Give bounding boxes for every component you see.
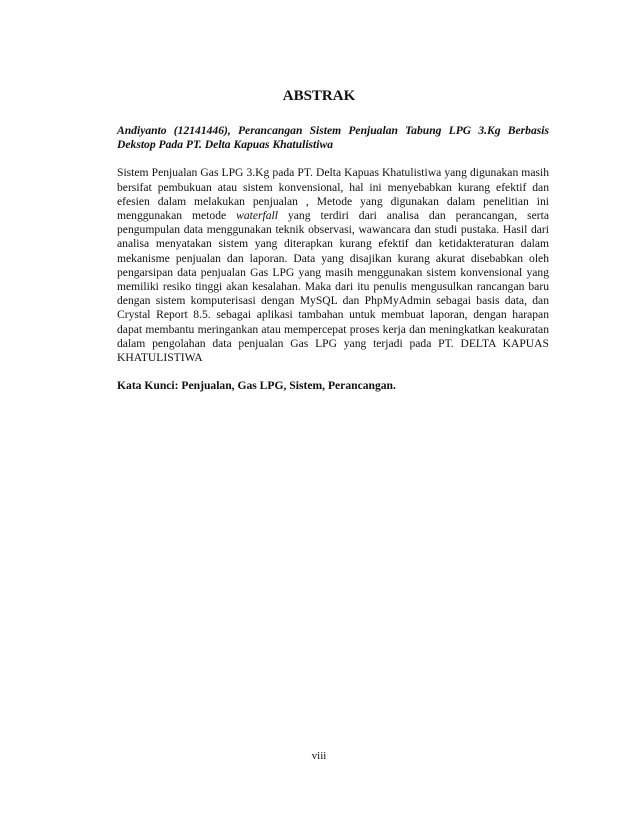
abstract-content <box>117 124 549 393</box>
abstract-body-italic: waterfall <box>236 209 278 223</box>
page-title: ABSTRAK <box>282 88 356 104</box>
keywords: Kata Kunci: Penjualan, Gas LPG, Sistem, Perancangan. <box>117 379 396 393</box>
page-number: viii <box>311 750 327 762</box>
abstract-body <box>117 166 549 365</box>
abstract-body-text-1: Sistem Penjualan Gas LPG 3.Kg pada PT. Delta Kapuas Khatulistiwa yang digunakan masih bersifat pembukuan atau sistem konvensional, hal ini menyebabkan kurang efektif dan efesien dalam melakukan penjualan , Metode yang digunakan dalam penelitian ini menggunakan metode <box>117 166 549 223</box>
abstract-heading: Andiyanto (12141446), Perancangan Sistem Penjualan Tabung LPG 3.Kg Berbasis Dekstop Pada PT. Delta Kapuas Khatulistiwa <box>117 124 549 152</box>
abstract-body-text-2: yang terdiri dari analisa dan perancangan, serta pengumpulan data menggunakan teknik observasi, wawancara dan studi pustaka. Hasil dari analisa menyatakan sistem yang diterapkan kurang efektif dan ketidakteraturan dalam mekanisme penjualan dan laporan. Data yang disajikan kurang akurat disebabkan oleh pengarsipan data penjualan Gas LPG yang masih menggunakan sistem konvensional yang memiliki resiko tinggi akan kesalahan. Maka dari itu penulis mengusulkan rancangan baru dengan sistem komputerisasi dengan MySQL dan PhpMyAdmin sebagai basis data, dan Crystal Report 8.5. sebagai aplikasi tambahan untuk membuat laporan, dengan harapan dapat membantu meringankan atau mempercepat proses kerja dan meningkatkan keakuratan dalam pengolahan data penjualan Gas LPG yang terjadi pada PT. DELTA KAPUAS KHATULISTIWA <box>117 209 549 365</box>
